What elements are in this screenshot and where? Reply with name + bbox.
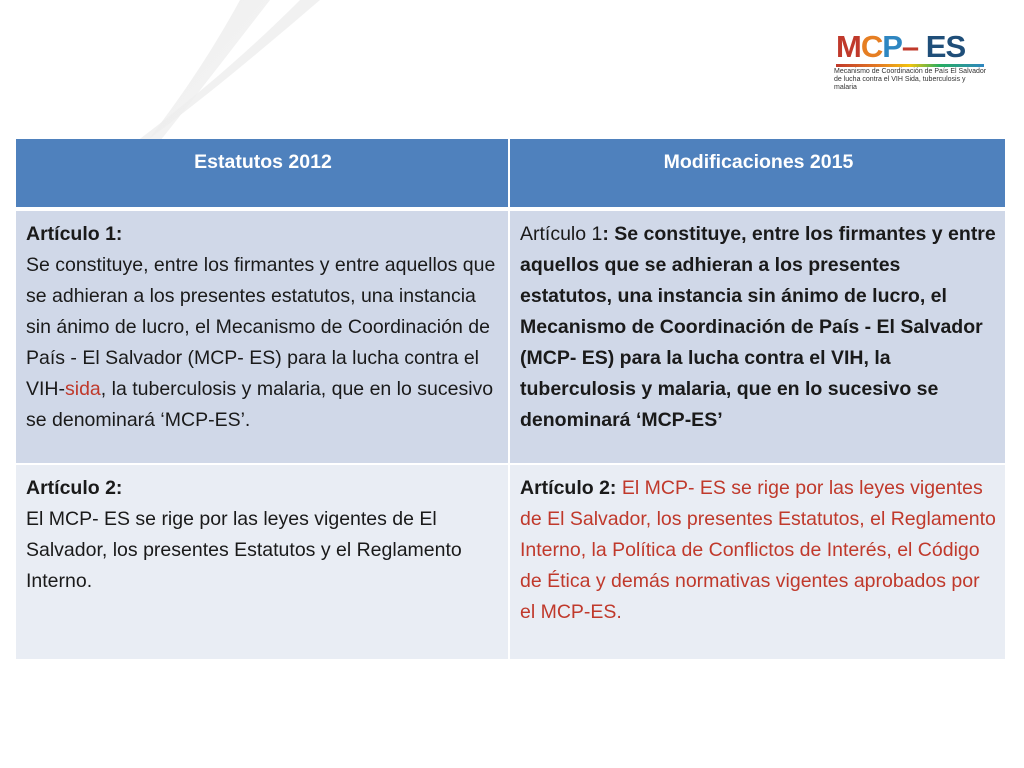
articulo-text: Se constituye, entre los firmantes y entre aquellos que se adhieran a los presentes estatutos, una instancia sin ánimo de lucro, el Mecanismo de Coordinación de País - El Salvador (MCP- ES) para la lucha contra el VIH- xyxy=(26,254,496,400)
logo-letter-c: C xyxy=(860,29,883,64)
logo-dash: – xyxy=(901,29,919,64)
logo-letter-p: P xyxy=(882,29,902,64)
cell-2012-articulo-1 xyxy=(16,211,510,465)
mcp-es-logo xyxy=(832,29,990,91)
table-header-row xyxy=(16,139,1005,211)
logo-letter-m: M xyxy=(836,29,861,64)
logo-color-bar xyxy=(836,64,984,67)
articulo-text: El MCP- ES se rige por las leyes vigentes de El Salvador, los presentes Estatutos y el Reglamento Interno. xyxy=(26,508,462,592)
articulo-text-end: , la tuberculosis y malaria, que en lo sucesivo se denominará ‘MCP-ES’. xyxy=(26,378,494,431)
articulo-prefix: Artículo 1 xyxy=(520,223,603,245)
logo-subtitle: Mecanismo de Coordinación de País El Salvador de lucha contra el VIH Sida, tuberculosis y malaria xyxy=(834,68,987,91)
logo-title xyxy=(836,30,965,64)
articulo-heading: Artículo 2: xyxy=(26,477,123,499)
header-modificaciones-2015: Modificaciones 2015 xyxy=(510,139,1005,211)
articulo-modified-text: El MCP- ES se rige por las leyes vigentes de El Salvador, los presentes Estatutos, el Reglamento Interno, la Política de Conflictos de Interés, el Código de Ética y demás normativas vigentes aprobados por el MCP-ES. xyxy=(520,477,996,623)
logo-letters-es: ES xyxy=(918,29,966,64)
highlighted-word: sida xyxy=(65,378,101,400)
articulo-heading: Artículo 2: xyxy=(520,477,617,499)
cell-2015-articulo-2 xyxy=(510,465,1005,661)
articulo-heading: Artículo 1: xyxy=(26,223,123,245)
articulo-modified-text: : Se constituye, entre los firmantes y entre aquellos que se adhieran a los presentes estatutos, una instancia sin ánimo de lucro, el Mecanismo de Coordinación de País - El Salvador (MCP- ES) para la lucha contra el VIH, la tuberculosis y malaria, que en lo sucesivo se denominará ‘MCP-ES’ xyxy=(520,223,996,431)
cell-2015-articulo-1 xyxy=(510,211,1005,465)
comparison-table xyxy=(16,139,1005,661)
header-estatutos-2012: Estatutos 2012 xyxy=(16,139,510,211)
cell-2012-articulo-2 xyxy=(16,465,510,661)
table-row-articulo-2 xyxy=(16,465,1005,661)
table-row-articulo-1 xyxy=(16,211,1005,465)
